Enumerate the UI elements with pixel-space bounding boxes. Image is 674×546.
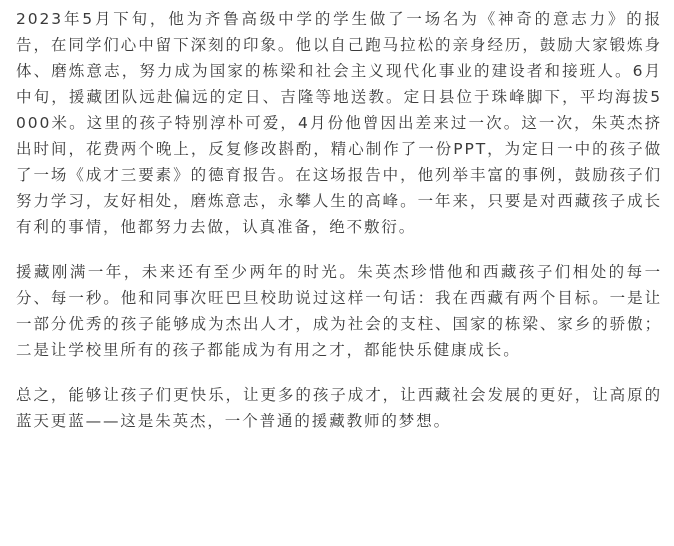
paragraph-dream: 总之，能够让孩子们更快乐，让更多的孩子成才，让西藏社会发展的更好，让高原的蓝天更蓝——这是朱英杰，一个普通的援藏教师的梦想。 [16,386,662,430]
paragraph-goals: 援藏刚满一年，未来还有至少两年的时光。朱英杰珍惜他和西藏孩子们相处的每一分、每一秒。他和同事次旺巴旦校助说过这样一句话：我在西藏有两个目标。一是让一部分优秀的孩子能够成为杰出人才，成为社会的支柱、国家的栋梁、家乡的骄傲；二是让学校里所有的孩子都能成为有用之才，都能快乐健康成长。 [16,263,662,359]
paragraph-activities: 2023年5月下旬，他为齐鲁高级中学的学生做了一场名为《神奇的意志力》的报告，在同学们心中留下深刻的印象。他以自己跑马拉松的亲身经历，鼓励大家锻炼身体、磨炼意志，努力成为国家的栋梁和社会主义现代化事业的建设者和接班人。6月中旬，援藏团队远赴偏远的定日、吉隆等地送教。定日县位于珠峰脚下，平均海拔5000米。这里的孩子特别淳朴可爱，4月份他曾因出差来过一次。这一次，朱英杰挤出时间，花费两个晚上，反复修改斟酌，精心制作了一份PPT，为定日一中的孩子做了一场《成才三要素》的德育报告。在这场报告中，他列举丰富的事例，鼓励孩子们努力学习，友好相处，磨炼意志，永攀人生的高峰。一年来，只要是对西藏孩子成长有利的事情，他都努力去做，认真准备，绝不敷衍。 [16,10,662,236]
